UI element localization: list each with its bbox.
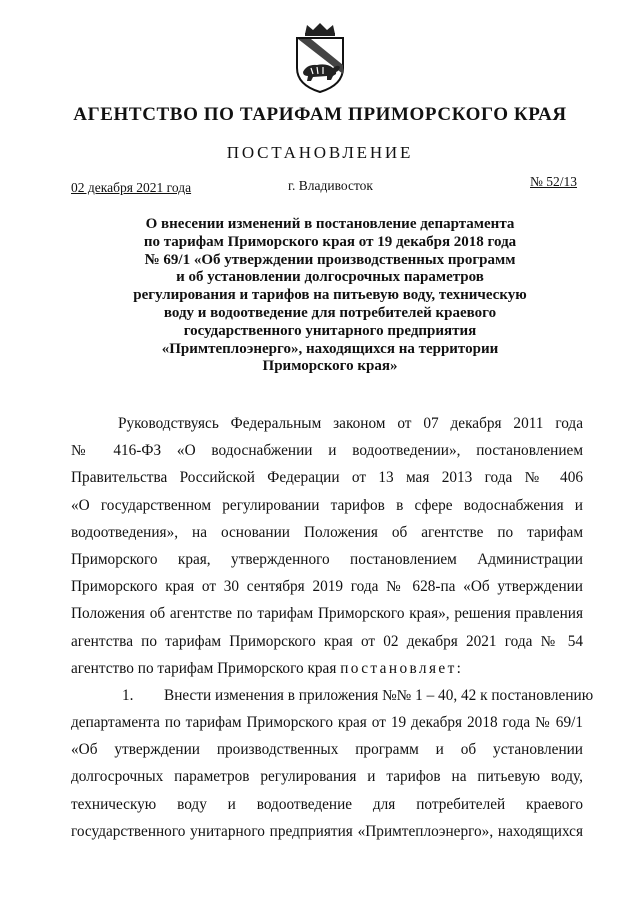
primorsky-krai-coat-of-arms-icon [291,22,349,94]
body-line-text: агентство по тарифам Приморского края [71,659,341,677]
subject-line: по тарифам Приморского края от 19 декабря 2018 года [143,233,517,250]
body-line: Приморского края, утвержденного постановлением Администрации [71,550,583,568]
body-line: Правительства Российской Федерации от 13 мая 2013 года № 406 [71,469,583,487]
decree-word: постановляет: [340,659,464,677]
item-line: долгосрочных параметров регулирования и тарифов на питьевую воду, [71,768,583,786]
subject-line: государственного унитарного предприятия [183,322,477,339]
document-city: г. Владивосток [288,178,373,193]
item-line: техническую воду и водоотведение для потребителей краевого [71,795,583,813]
body-line: Руководствуясь Федеральным законом от 07 декабря 2011 года [118,415,583,432]
subject-line: регулирования и тарифов на питьевую воду, техническую [133,287,527,304]
subject-line: О внесении изменений в постановление департамента [145,216,515,232]
body-line: Приморского края от 30 сентября 2019 года № 628-па «Об утверждении [71,578,583,596]
subject-line: № 69/1 «Об утверждении производственных программ [144,251,516,268]
subject-line: воду и водоотведение для потребителей краевого [163,304,497,321]
item-line: государственного унитарного предприятия «Примтеплоэнерго», находящихся [71,822,583,840]
body-line: агентства по тарифам Приморского края от 02 декабря 2021 года № 54 [71,632,583,650]
body-line: № 416-ФЗ «О водоснабжении и водоотведении», постановлением [71,442,583,460]
document-type: ПОСТАНОВЛЕНИЕ [226,143,414,162]
body-line [71,655,583,682]
agency-title: АГЕНТСТВО ПО ТАРИФАМ ПРИМОРСКОГО КРАЯ [73,104,567,125]
item-number: 1. [122,686,134,704]
item-text: Внести изменения в приложения №№ 1 – 40, 42 к постановлению [164,686,594,704]
subject-line: и об установлении долгосрочных параметров [176,269,484,286]
document-subject [100,216,560,376]
body-line: водоотведения», на основании Положения об агентстве по тарифам [71,523,583,541]
body-line: Положения об агентстве по тарифам Приморского края», решения правления [71,605,583,623]
body-line: «О государственном регулировании тарифов в сфере водоснабжения и [71,496,583,514]
item-line [71,682,594,709]
item-line: «Об утверждении производственных программ и об установлении [71,741,583,759]
subject-line: Приморского края» [262,358,398,375]
item-line: департамента по тарифам Приморского края от 19 декабря 2018 года № 69/1 [71,714,583,732]
document-date: 02 декабря 2021 года [71,180,192,195]
subject-line: «Примтеплоэнерго», находящихся на территории [161,340,499,357]
document-number: № 52/13 [530,174,578,189]
document-body [71,410,594,845]
